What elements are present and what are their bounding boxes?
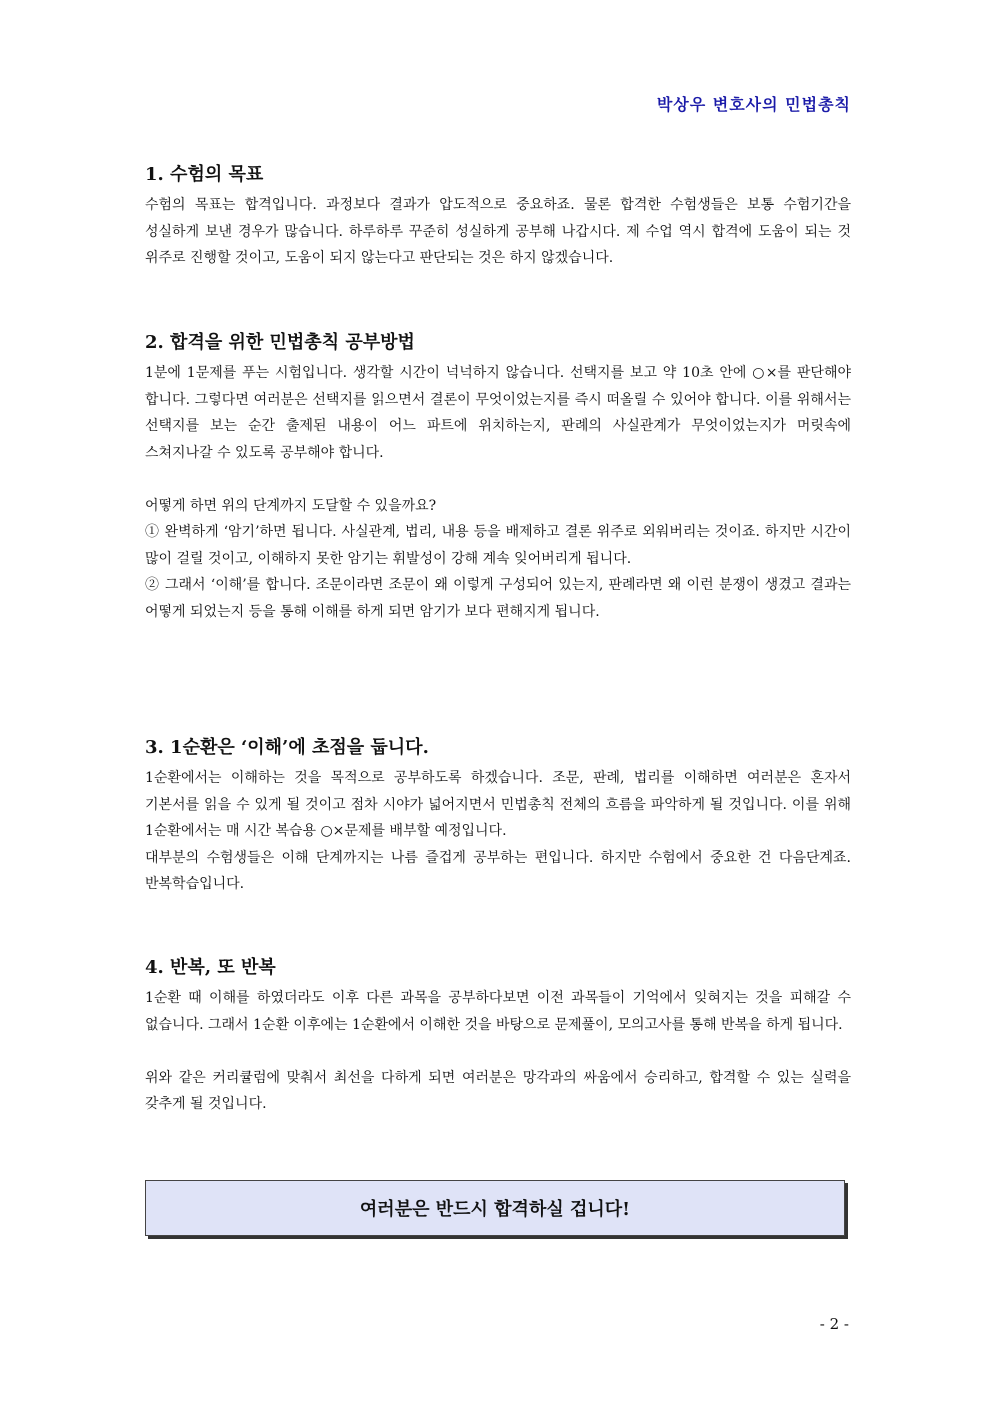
paragraph-spacer xyxy=(145,1038,851,1065)
paragraph-spacer xyxy=(145,466,851,493)
paragraph: 1순환에서는 이해하는 것을 목적으로 공부하도록 하겠습니다. 조문, 판례, 법리를 이해하면 여러분은 혼자서 기본서를 읽을 수 있게 될 것이고 점차 시야가 넓어지면서 민법총칙 전체의 흐름을 파악하게 될 것입니다. 이를 위해 1순환에서는 매 시간 복습용 ○×문제를 배부할 예정입니다. xyxy=(145,770,851,839)
paragraph: ① 완벽하게 ‘암기’하면 됩니다. 사실관계, 법리, 내용 등을 배제하고 결론 위주로 외워버리는 것이죠. 하지만 시간이 많이 걸릴 것이고, 이해하지 못한 암기는 휘발성이 강해 계속 잊어버리게 됩니다. xyxy=(145,524,851,567)
paragraph: ② 그래서 ‘이해’를 합니다. 조문이라면 조문이 왜 이렇게 구성되어 있는지, 판례라면 왜 이런 분쟁이 생겼고 결과는 어떻게 되었는지 등을 통해 이해를 하게 되면 암기가 보다 편해지게 됩니다. xyxy=(145,577,851,620)
section-heading: 4. 반복, 또 반복 xyxy=(145,957,276,978)
document-page xyxy=(145,0,851,1403)
section-heading: 2. 합격을 위한 민법총칙 공부방법 xyxy=(145,332,415,353)
section-heading: 3. 1순환은 ‘이해’에 초점을 둡니다. xyxy=(145,737,429,758)
paragraph: 1순환 때 이해를 하였더라도 이후 다른 과목을 공부하다보면 이전 과목들이 기억에서 잊혀지는 것을 피해갈 수 없습니다. 그래서 1순환 이후에는 1순환에서 이해한 것을 바탕으로 문제풀이, 모의고사를 통해 반복을 하게 됩니다. xyxy=(145,990,851,1033)
paragraph: 위와 같은 커리큘럼에 맞춰서 최선을 다하게 되면 여러분은 망각과의 싸움에서 승리하고, 합격할 수 있는 실력을 갖추게 될 것입니다. xyxy=(145,1069,851,1112)
section-3 xyxy=(145,733,851,898)
paragraph: 수험의 목표는 합격입니다. 과정보다 결과가 압도적으로 중요하죠. 물론 합격한 수험생들은 보통 수험기간을 성실하게 보낸 경우가 많습니다. 하루하루 꾸준히 성실하게 공부해 나갑시다. 제 수업 역시 합격에 도움이 되는 것 위주로 진행할 것이고, 도움이 되지 않는다고 판단되는 것은 하지 않겠습니다. xyxy=(145,197,851,266)
section-1 xyxy=(145,160,851,272)
section-4 xyxy=(145,953,851,1118)
section-2 xyxy=(145,328,851,625)
callout-box xyxy=(145,1180,845,1236)
page-number: - 2 - xyxy=(819,1315,849,1333)
header-title: 박상우 변호사의 민법총칙 xyxy=(656,95,851,114)
paragraph: 대부분의 수험생들은 이해 단계까지는 나름 즐겁게 공부하는 편입니다. 하지만 수험에서 중요한 건 다음단계죠. 반복학습입니다. xyxy=(145,849,851,892)
paragraph: 1분에 1문제를 푸는 시험입니다. 생각할 시간이 넉넉하지 않습니다. 선택지를 보고 약 10초 안에 ○×를 판단해야 합니다. 그렇다면 여러분은 선택지를 읽으면서 결론이 무엇이었는지를 즉시 떠올릴 수 있어야 합니다. 이를 위해서는 선택지를 보는 순간 출제된 내용이 어느 파트에 위치하는지, 판례의 사실관계가 무엇이었는지가 머릿속에 스쳐지나갈 수 있도록 공부해야 합니다. xyxy=(145,365,851,461)
paragraph: 어떻게 하면 위의 단계까지 도달할 수 있을까요? xyxy=(145,497,437,514)
section-heading: 1. 수험의 목표 xyxy=(145,164,264,185)
callout-text: 여러분은 반드시 합격하실 겁니다! xyxy=(359,1199,631,1220)
